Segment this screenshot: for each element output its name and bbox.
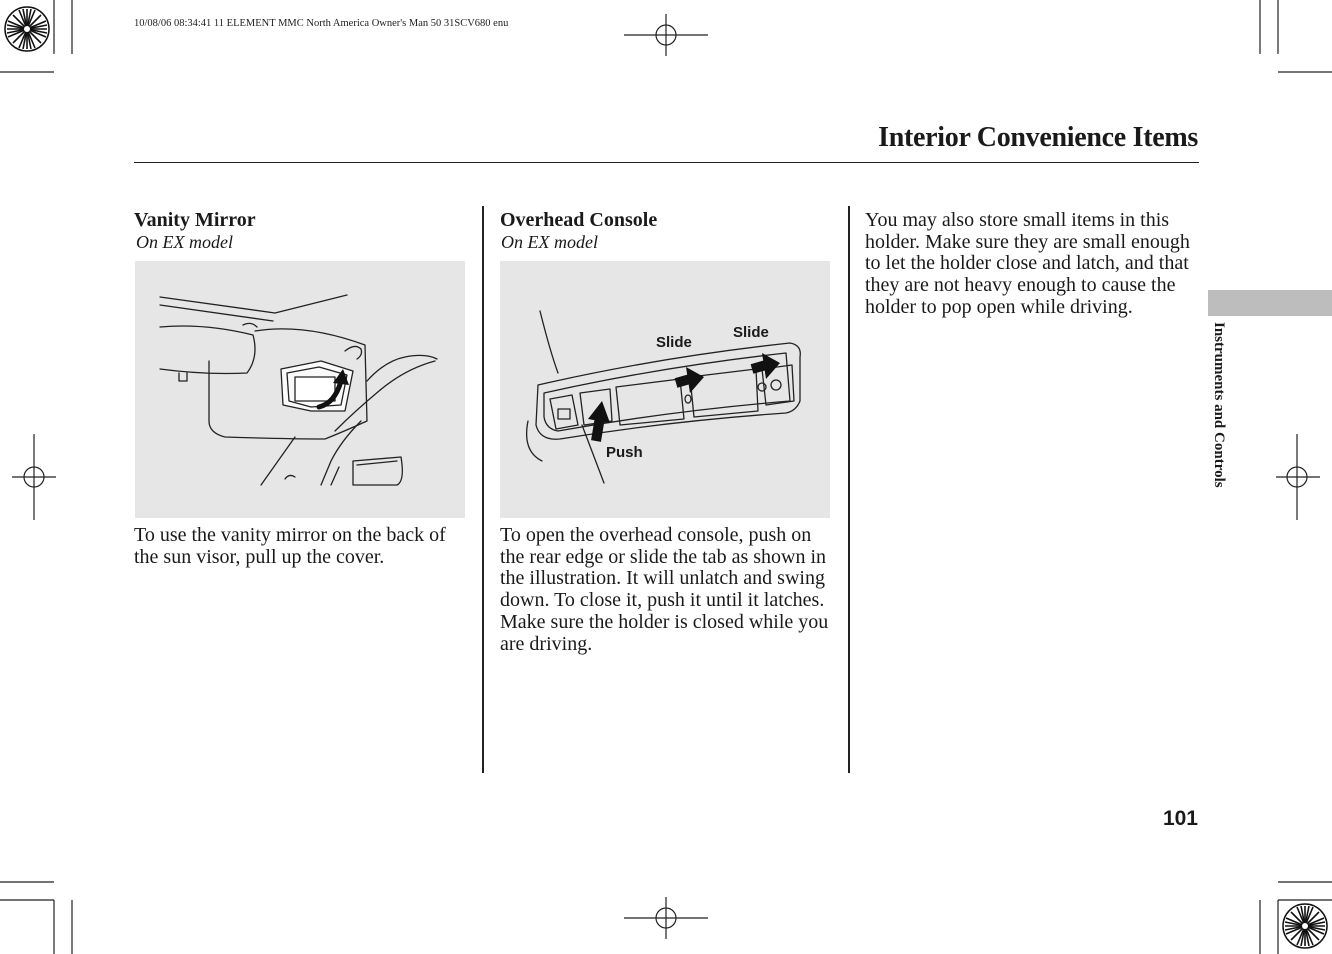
callout-slide-right: Slide bbox=[733, 324, 769, 341]
section-tab-label: Instruments and Controls bbox=[1211, 322, 1227, 488]
column-divider-2 bbox=[848, 206, 850, 773]
vanity-mirror-drawing bbox=[135, 261, 465, 518]
vanity-mirror-subheading: On EX model bbox=[136, 232, 233, 252]
vanity-mirror-heading: Vanity Mirror bbox=[134, 209, 256, 231]
column-divider-1 bbox=[482, 206, 484, 773]
storage-note-body: You may also store small items in this holder. Make sure they are small enough to let the holder close and latch, and that they are not heavy enough to cause the holder to pop open while driving. bbox=[865, 209, 1190, 318]
page-number: 101 bbox=[1162, 807, 1198, 830]
registration-target-top-left bbox=[5, 7, 49, 51]
callout-push: Push bbox=[606, 444, 643, 461]
overhead-console-heading: Overhead Console bbox=[500, 209, 658, 231]
overhead-console-drawing bbox=[500, 261, 830, 518]
vanity-mirror-illustration bbox=[135, 261, 465, 518]
overhead-console-illustration bbox=[500, 261, 830, 518]
print-info-line: 10/08/06 08:34:41 11 ELEMENT MMC North America Owner's Man 50 31SCV680 enu bbox=[134, 18, 509, 29]
overhead-console-body: To open the overhead console, push on the rear edge or slide the tab as shown in the illustration. It will unlatch and swing down. To close it, push it until it latches. Make sure the holder is closed while you are driving. bbox=[500, 524, 829, 655]
overhead-console-subheading: On EX model bbox=[501, 232, 598, 252]
section-tab-marker bbox=[1208, 290, 1332, 316]
title-divider bbox=[134, 162, 1199, 163]
vanity-mirror-body: To use the vanity mirror on the back of the sun visor, pull up the cover. bbox=[134, 524, 446, 568]
callout-slide-left: Slide bbox=[656, 334, 692, 351]
registration-target-bottom-right bbox=[1283, 904, 1327, 948]
page-title: Interior Convenience Items bbox=[878, 122, 1198, 153]
